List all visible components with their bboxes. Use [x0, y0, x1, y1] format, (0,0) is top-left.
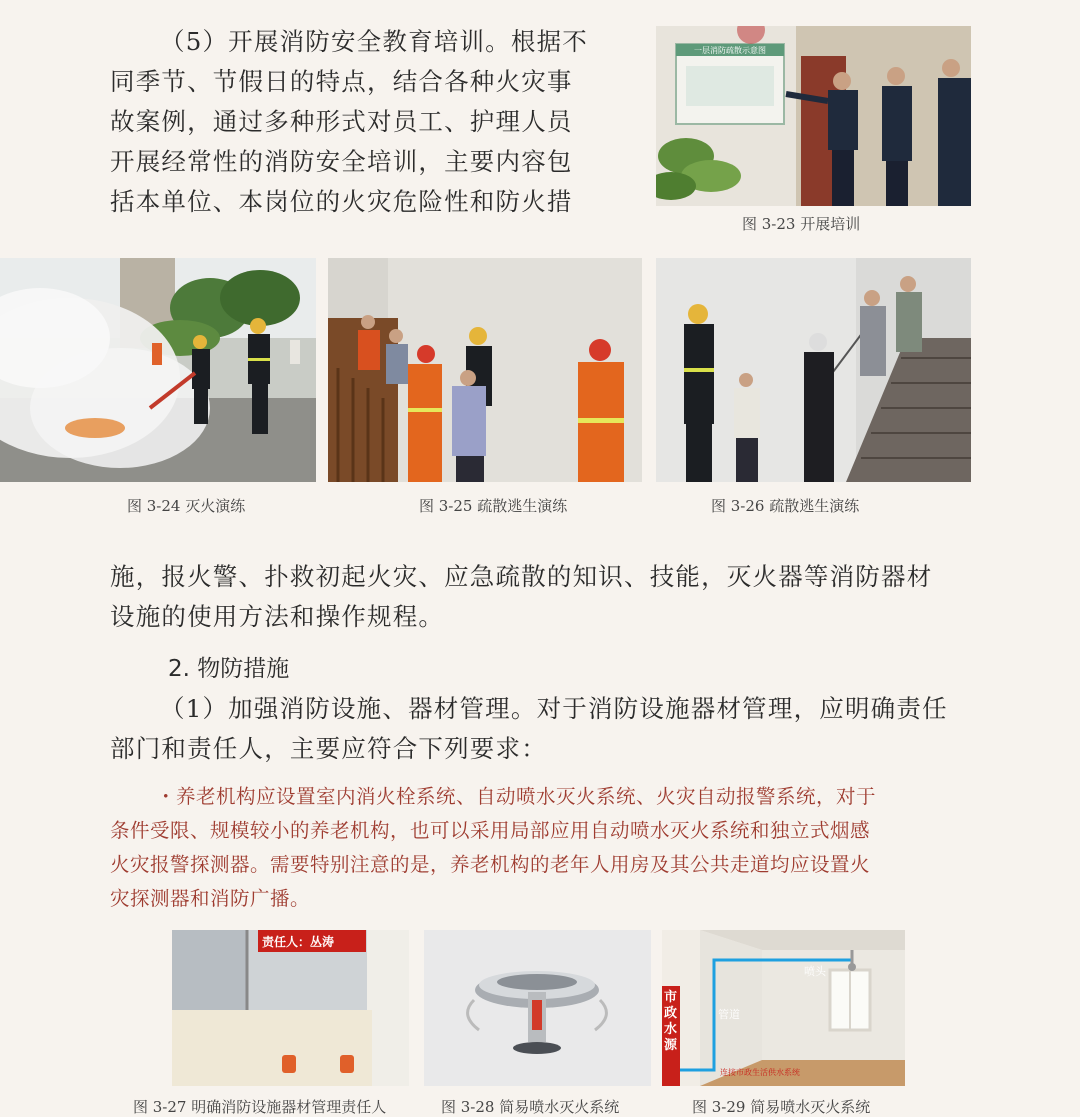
diagram-label-sprinkler: 喷头	[804, 965, 826, 978]
intro-paragraph	[110, 22, 588, 222]
caption-fig-3-29: 图 3-29 简易喷水灭火系统	[692, 1098, 871, 1116]
intro-line-3: 故案例，通过多种形式对员工、护理人员	[110, 107, 573, 136]
subsection-line-2: 部门和责任人，主要应符合下列要求：	[110, 734, 547, 763]
subsection-line-1: （1）加强消防设施、器材管理。对于消防设施器材管理，应明确责任	[160, 694, 948, 723]
subsection-paragraph	[110, 689, 948, 769]
photo-evacuation-drill-1	[328, 258, 642, 482]
caption-fig-3-26: 图 3-26 疏散逃生演练	[711, 497, 860, 515]
caption-fig-3-24: 图 3-24 灭火演练	[127, 497, 246, 515]
continued-line-1: 施，报火警、扑救初起火灾、应急疏散的知识、技能，灭火器等消防器材	[110, 562, 933, 591]
photo-evacuation-drill-2	[656, 258, 971, 482]
continued-line-2: 设施的使用方法和操作规程。	[110, 602, 445, 631]
highlight-line-3: 火灾报警探测器。需要特别注意的是，养老机构的老年人用房及其公共走道均应设置火	[110, 853, 871, 876]
equipment-manager-sign-text: 责任人：丛涛	[262, 935, 335, 949]
diagram-label-source: 市政水源	[664, 990, 678, 1053]
intro-line-4: 开展经常性的消防安全培训，主要内容包	[110, 147, 573, 176]
intro-line-2: 同季节、节假日的特点，结合各种火灾事	[110, 67, 573, 96]
diagram-sprinkler-system	[662, 930, 905, 1086]
highlight-line-4: 灾探测器和消防广播。	[110, 887, 311, 910]
continued-paragraph	[110, 557, 932, 637]
diagram-label-note: 连接市政生活供水系统	[720, 1068, 800, 1077]
section-heading: 2. 物防措施	[168, 656, 290, 682]
photo-equipment-manager	[172, 930, 409, 1086]
intro-line-5: 括本单位、本岗位的火灾危险性和防火措	[110, 187, 573, 216]
photo-fire-drill	[0, 258, 316, 482]
caption-fig-3-28: 图 3-28 简易喷水灭火系统	[441, 1098, 620, 1116]
highlight-line-2: 条件受限、规模较小的养老机构，也可以采用局部应用自动喷水灭火系统和独立式烟感	[110, 819, 871, 842]
highlight-paragraph	[110, 780, 876, 916]
highlight-line-1: ・养老机构应设置室内消火栓系统、自动喷水灭火系统、火灾自动报警系统，对于	[156, 785, 877, 808]
caption-fig-3-27: 图 3-27 明确消防设施器材管理责任人	[133, 1098, 387, 1116]
caption-fig-3-23: 图 3-23 开展培训	[742, 215, 861, 233]
photo-sprinkler-head	[424, 930, 651, 1086]
intro-line-1: （5）开展消防安全教育培训。根据不	[160, 27, 588, 56]
photo-training	[656, 26, 971, 206]
training-sign-text: 一层消防疏散示意图	[694, 46, 766, 55]
caption-fig-3-25: 图 3-25 疏散逃生演练	[419, 497, 568, 515]
diagram-label-pipe: 管道	[718, 1008, 740, 1021]
